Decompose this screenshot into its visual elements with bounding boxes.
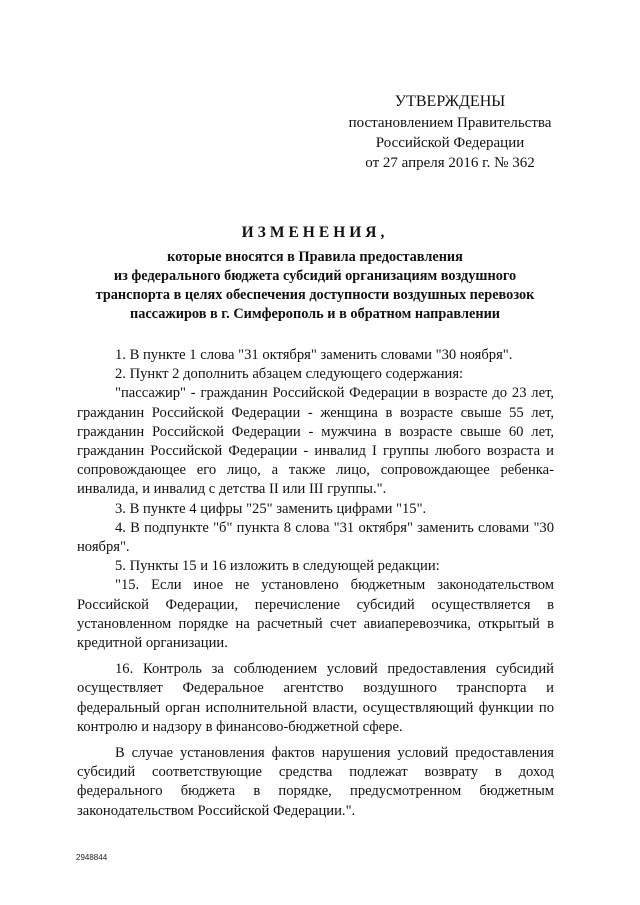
document-title: ИЗМЕНЕНИЯ, [241,224,389,241]
document-code: 2948844 [76,853,108,862]
document-body [77,346,554,821]
subtitle-line: из федерального бюджета субсидий организациям воздушного [113,268,517,284]
subtitle-line: пассажиров в г. Симферополь и в обратном направлении [129,306,501,322]
approval-heading: УТВЕРЖДЕНЫ [394,93,506,110]
paragraph-item-1: 1. В пункте 1 слова "31 октября" заменить словами "30 ноября". [115,347,513,363]
paragraph-item-3: 3. В пункте 4 цифры "25" заменить цифрами "15". [115,500,427,517]
paragraph-item-4: 4. В подпункте "б" пункта 8 слова "31 октября" заменить словами "30 ноября". [77,519,554,556]
paragraph-passenger-definition: "пассажир" - гражданин Российской Федерации в возрасте до 23 лет, гражданин Российской Федерации - женщина в возрасте свыше 55 лет, гражданин Российской Федерации - мужчина в возрасте свыше 60 лет, гражданин Российской Федерации - инвалид I группы любого возраста и сопровождающее его лицо, а также лицо, сопровождающее ребенка-инвалида, и инвалид с детства II или III группы.". [77,385,554,498]
paragraph-violations: В случае установления фактов нарушения условий предоставления субсидий соответствующие средства подлежат возврату в доход федерального бюджета в порядке, предусмотренном бюджетным законодательством Российской Федерации.". [77,745,554,819]
approval-block [330,92,570,173]
subtitle-line: которые вносятся в Правила предоставления [167,249,463,265]
paragraph-clause-16: 16. Контроль за соблюдением условий предоставления субсидий осуществляет Федеральное агентство воздушного транспорта и федеральный орган исполнительной власти, осуществляющий функции по контролю и надзору в финансово-бюджетной сфере. [77,661,554,735]
subtitle-line: транспорта в целях обеспечения доступности воздушных перевозок [95,287,535,303]
paragraph-item-2: 2. Пункт 2 дополнить абзацем следующего содержания: [115,366,464,383]
approval-line: Российской Федерации [375,135,525,151]
approval-date-number: от 27 апреля 2016 г. № 362 [365,155,535,171]
approval-line: постановлением Правительства [348,115,552,131]
document-subtitle [60,248,570,324]
paragraph-item-5: 5. Пункты 15 и 16 изложить в следующей редакции: [115,558,440,575]
paragraph-clause-15: "15. Если иное не установлено бюджетным законодательством Российской Федерации, перечисление субсидий осуществляется в установленном порядке на расчетный счет авиаперевозчика, открытый в кредитной организации. [77,577,554,652]
